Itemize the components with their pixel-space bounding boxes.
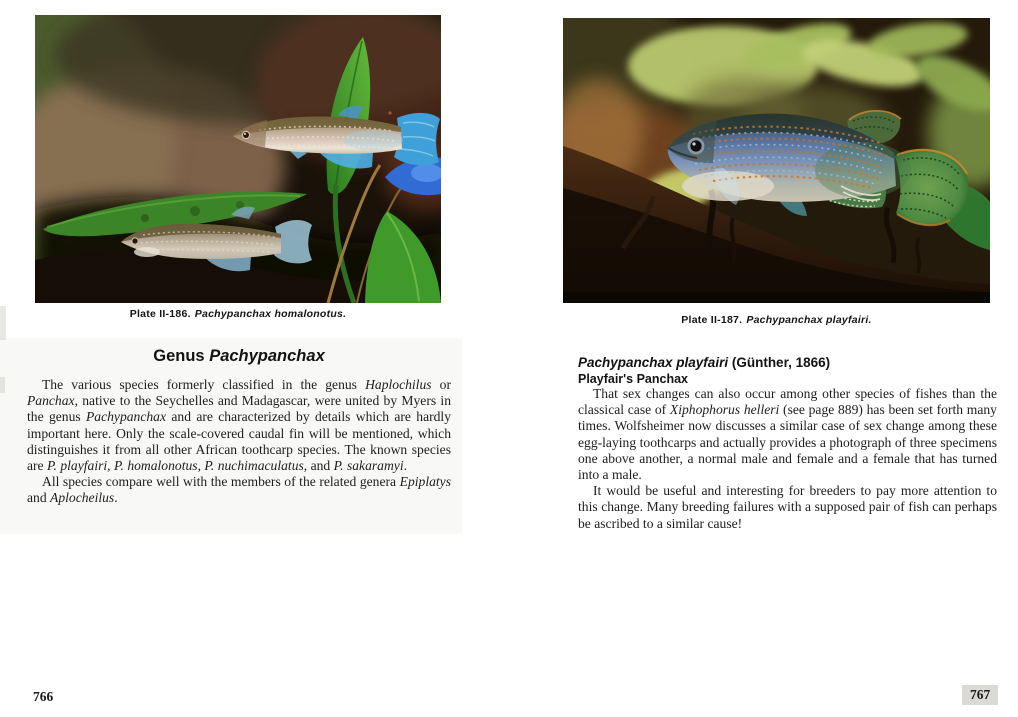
- genus-heading-name: Pachypanchax: [209, 347, 325, 365]
- plate-photo-homalonotus: [35, 15, 441, 303]
- genus-heading-prefix: Genus: [153, 347, 210, 365]
- paragraph: It would be useful and interesting for breeders to pay more attention to this change. Many breeding failures with a supposed pair of fish can perhaps be ascribed to a similar cause!: [578, 483, 997, 531]
- plate-caption-right: [563, 314, 990, 326]
- plate-caption-left: [35, 308, 441, 320]
- species-description: [578, 386, 997, 532]
- plate-photo-playfairi: [563, 18, 990, 303]
- genus-description: [27, 377, 451, 507]
- species-heading-authority: (Günther, 1866): [728, 355, 831, 370]
- species-heading: [578, 355, 830, 370]
- genus-heading: [27, 347, 451, 366]
- common-name-heading: Playfair's Panchax: [578, 372, 688, 386]
- scan-artifact: [0, 306, 6, 340]
- page-number-left: 766: [33, 689, 54, 704]
- paragraph: All species compare well with the members of the related genera Epiplatys and Aplocheilus.: [27, 474, 451, 506]
- paragraph: The various species formerly classified in the genus Haplochilus or Panchax, native to the Seychelles and Madagascar, were united by Myers in the genus Pachypanchax and are characterized by details which are hardly important here. Only the scale-covered caudal fin will be mentioned, which distinguishes it from all other African toothcarp species. The known species are P. playfairi, P. homalonotus, P. nuchimaculatus, and P. sakaramyi.: [27, 377, 451, 474]
- species-heading-name: Pachypanchax playfairi: [578, 355, 729, 370]
- aquarium-photo-illustration: [563, 18, 990, 303]
- aquarium-photo-illustration: [35, 15, 441, 303]
- paragraph: That sex changes can also occur among other species of fishes than the classical case of Xiphophorus helleri (see page 889) has been set forth many times. Wolfsheimer now discusses a similar case of sex change among these egg-laying toothcarps and actually provides a photograph of three specimens one above another, a normal male and female and a female that has turned into a male.: [578, 386, 997, 483]
- plate-number: Plate II-187.: [681, 314, 743, 326]
- species-name: Pachypanchax playfairi.: [746, 314, 872, 326]
- page-number-right: 767: [962, 685, 998, 705]
- species-name: Pachypanchax homalonotus.: [194, 308, 347, 320]
- plate-number: Plate II-186.: [129, 308, 191, 320]
- scan-artifact: [0, 377, 5, 393]
